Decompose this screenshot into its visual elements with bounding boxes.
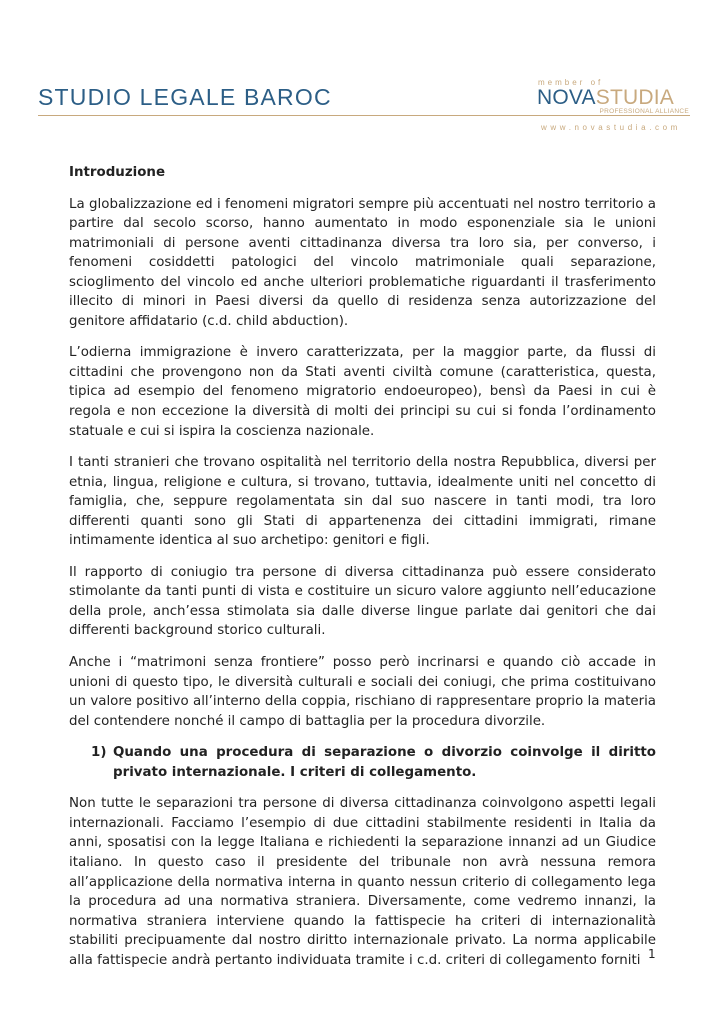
paragraph: Non tutte le separazioni tra persone di diversa cittadinanza coinvolgono aspetti legali internazionali. Facciamo l’esempio di due cittadini stabilmente residenti in Italia da anni, sposatisi con la legge Italiana e richiedenti la separazione innanzi ad un Giudice italiano. In questo caso il presidente del tribunale non avrà nessuna remora all’applicazione della normativa interna in quanto nessun criterio di collegamento lega la procedura ad una normativa straniera. Diversamente, come vedremo innanzi, la normativa straniera interviene quando la fattispecie ha criteri di internazionalità stabiliti precipuamente dal nostro diritto internazionale privato. La norma applicabile alla fattispecie andrà pertanto individuata tramite i c.d. criteri di collegamento forniti	[69, 796, 656, 968]
header-divider	[38, 115, 690, 116]
logo-part-studia: STUDIA	[595, 86, 674, 109]
numbered-section-heading	[91, 743, 656, 782]
paragraph: I tanti stranieri che trovano ospitalità nel territorio della nostra Repubblica, diversi per etnia, lingua, religione e cultura, si trovano, tuttavia, idealmente uniti nel concetto di famiglia, che, seppure regolamentata sin dal suo nascere in tanti modi, tra loro differenti quanti sono gli Stati di appartenenza dei cittadini immigrati, rimane intimamente identica al suo archetipo: genitori e figli.	[69, 455, 656, 549]
paragraph: Anche i “matrimoni senza frontiere” posso però incrinarsi e quando ciò accade in unioni di questo tipo, le diversità culturali e sociali dei coniugi, che prima costituivano un valore positivo all’interno della coppia, rischiano di rappresentare proprio la materia del contendere nonché il campo di battaglia per la procedura divorzile.	[69, 655, 656, 729]
member-of-label: member of	[538, 78, 604, 87]
novastudia-logo	[537, 86, 674, 110]
logo-part-nova: NOVA	[537, 86, 596, 109]
website-label: www.novastudia.com	[541, 123, 681, 132]
page-number: 1	[648, 947, 656, 961]
section-title: Quando una procedura di separazione o divorzio coinvolge il diritto privato internazionale. I criteri di collegamento.	[113, 745, 656, 780]
paragraph: L’odierna immigrazione è invero caratterizzata, per la maggior parte, da flussi di cittadini che provengono non da Stati aventi civiltà comune (caratteristica, questa, tipica ad esempio del fenomeno migratorio endoeuropeo), bensì da Paesi in cui è regola e non eccezione la diversità di molti dei principi su cui si fonda l’ordinamento statuale e cui si ispira la coscienza nazionale.	[69, 345, 656, 439]
alliance-label: PROFESSIONAL ALLIANCE	[599, 108, 689, 115]
document-body	[69, 163, 656, 982]
section-heading-introduzione: Introduzione	[69, 165, 166, 180]
firm-name-logo: STUDIO LEGALE BAROC	[38, 84, 332, 110]
section-number: 1)	[91, 745, 107, 761]
paragraph: Il rapporto di coniugio tra persone di diversa cittadinanza può essere considerato stimolante da tanti punti di vista e costituire un sicuro valore aggiunto nell’educazione della prole, anch’essa stimolata sia dalle diverse lingue parlate dai genitori che dai differenti background storico culturali.	[69, 564, 656, 639]
paragraph: La globalizzazione ed i fenomeni migratori sempre più accentuati nel nostro territorio a partire dal secolo scorso, hanno aumentato in modo esponenziale sia le unioni matrimoniali di persone aventi cittadinanza diversa tra loro sia, per converso, i fenomeni cosiddetti patologici del vincolo matrimoniale quali separazione, scioglimento del vincolo ed anche ulteriori problematiche riguardanti il trasferimento illecito di minori in Paesi diversi da quello di residenza senza autorizzazione del genitore affidatario (c.d. child abduction).	[69, 196, 656, 329]
